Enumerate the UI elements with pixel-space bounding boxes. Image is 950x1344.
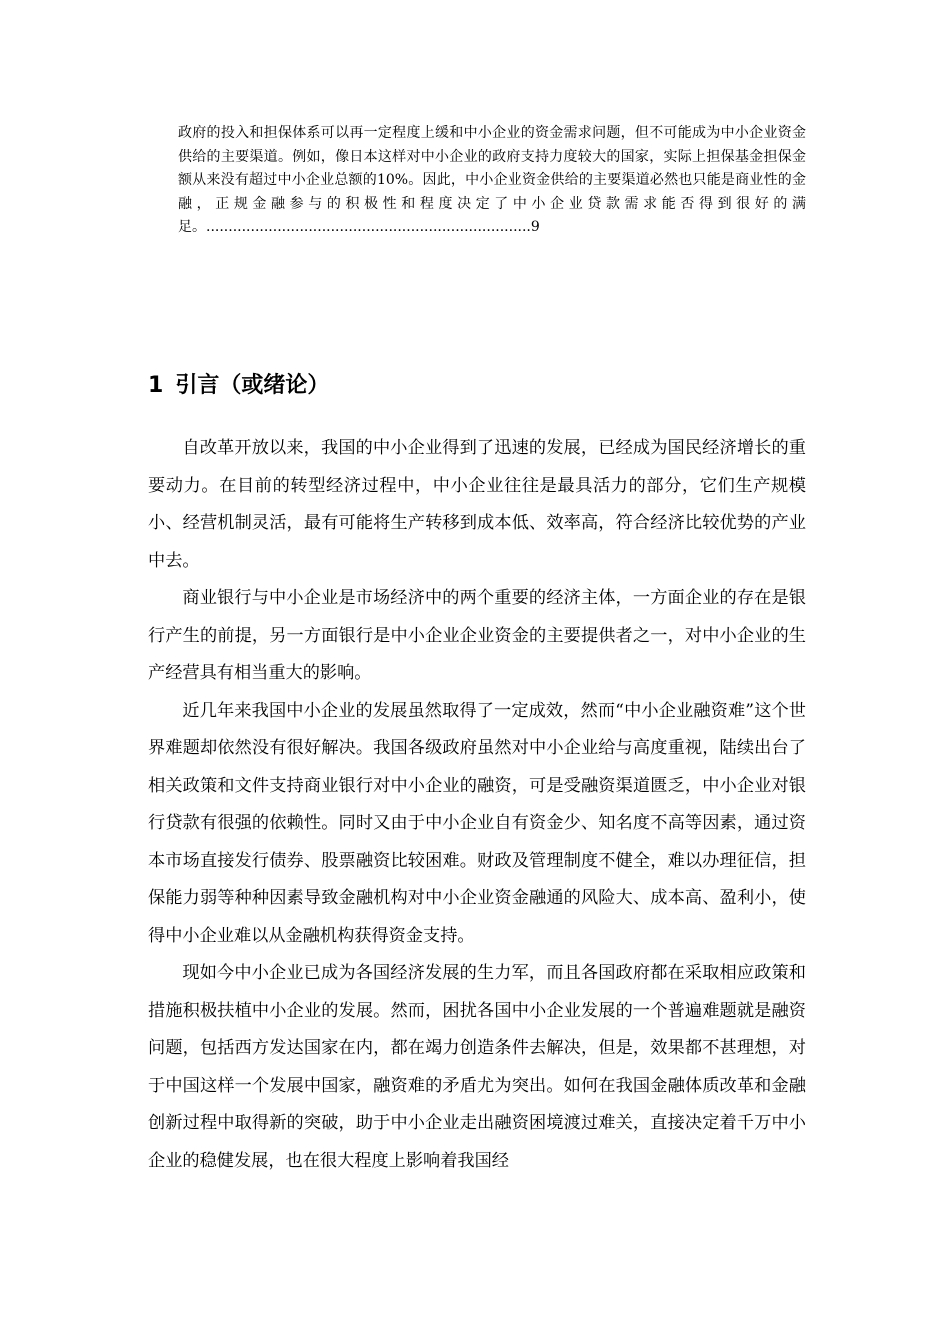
section-title: 引言（或绪论） <box>175 373 330 398</box>
paragraph: 商业银行与中小企业是市场经济中的两个重要的经济主体，一方面企业的存在是银行产生的前提，另一方面银行是中小企业企业资金的主要提供者之一，对中小企业的生产经营具有相当重大的影响。 <box>148 588 806 683</box>
paragraph: 自改革开放以来，我国的中小企业得到了迅速的发展，已经成为国民经济增长的重要动力。在目前的转型经济过程中，中小企业往往是最具活力的部分，它们生产规模小、经营机制灵活，最有可能将生产转移到成本低、效率高，符合经济比较优势的产业中去。 <box>148 438 806 571</box>
section-number: 1 <box>148 373 164 398</box>
toc-page-number: 9 <box>530 219 540 235</box>
toc-entry[interactable] <box>178 122 806 240</box>
body-text <box>148 430 806 1180</box>
paragraph: 近几年来我国中小企业的发展虽然取得了一定成效，然而“中小企业融资难”这个世界难题却依然没有很好解决。我国各级政府虽然对中小企业给与高度重视，陆续出台了相关政策和文件支持商业银行对中小企业的融资，可是受融资渠道匮乏，中小企业对银行贷款有很强的依赖性。同时又由于中小企业自有资金少、知名度不高等因素，通过资本市场直接发行债券、股票融资比较困难。财政及管理制度不健全，难以办理征信，担保能力弱等种种因素导致金融机构对中小企业资金融通的风险大、成本高、盈利小，使得中小企业难以从金融机构获得资金支持。 <box>148 700 806 946</box>
toc-entry-text: 政府的投入和担保体系可以再一定程度上缓和中小企业的资金需求问题，但不可能成为中小企业资金供给的主要渠道。例如，像日本这样对中小企业的政府支持力度较大的国家，实际上担保基金担保金额从来没有超过中小企业总额的10%。因此，中小企业资金供给的主要渠道必然也只能是商业性的金融，正规金融参与的积极性和程度决定了中小企业贷款需求能否得到很好的满足。 <box>178 125 806 235</box>
toc-leader-dots: ......................................................................... <box>206 219 531 235</box>
paragraph: 现如今中小企业已成为各国经济发展的生力军，而且各国政府都在采取相应政策和措施积极扶植中小企业的发展。然而，困扰各国中小企业发展的一个普遍难题就是融资问题，包括西方发达国家在内，都在竭力创造条件去解决，但是，效果都不甚理想，对于中国这样一个发展中国家，融资难的矛盾尤为突出。如何在我国金融体质改革和金融创新过程中取得新的突破，助于中小企业走出融资困境渡过难关，直接决定着千万中小企业的稳健发展，也在很大程度上影响着我国经 <box>148 963 806 1171</box>
section-heading <box>148 366 329 406</box>
